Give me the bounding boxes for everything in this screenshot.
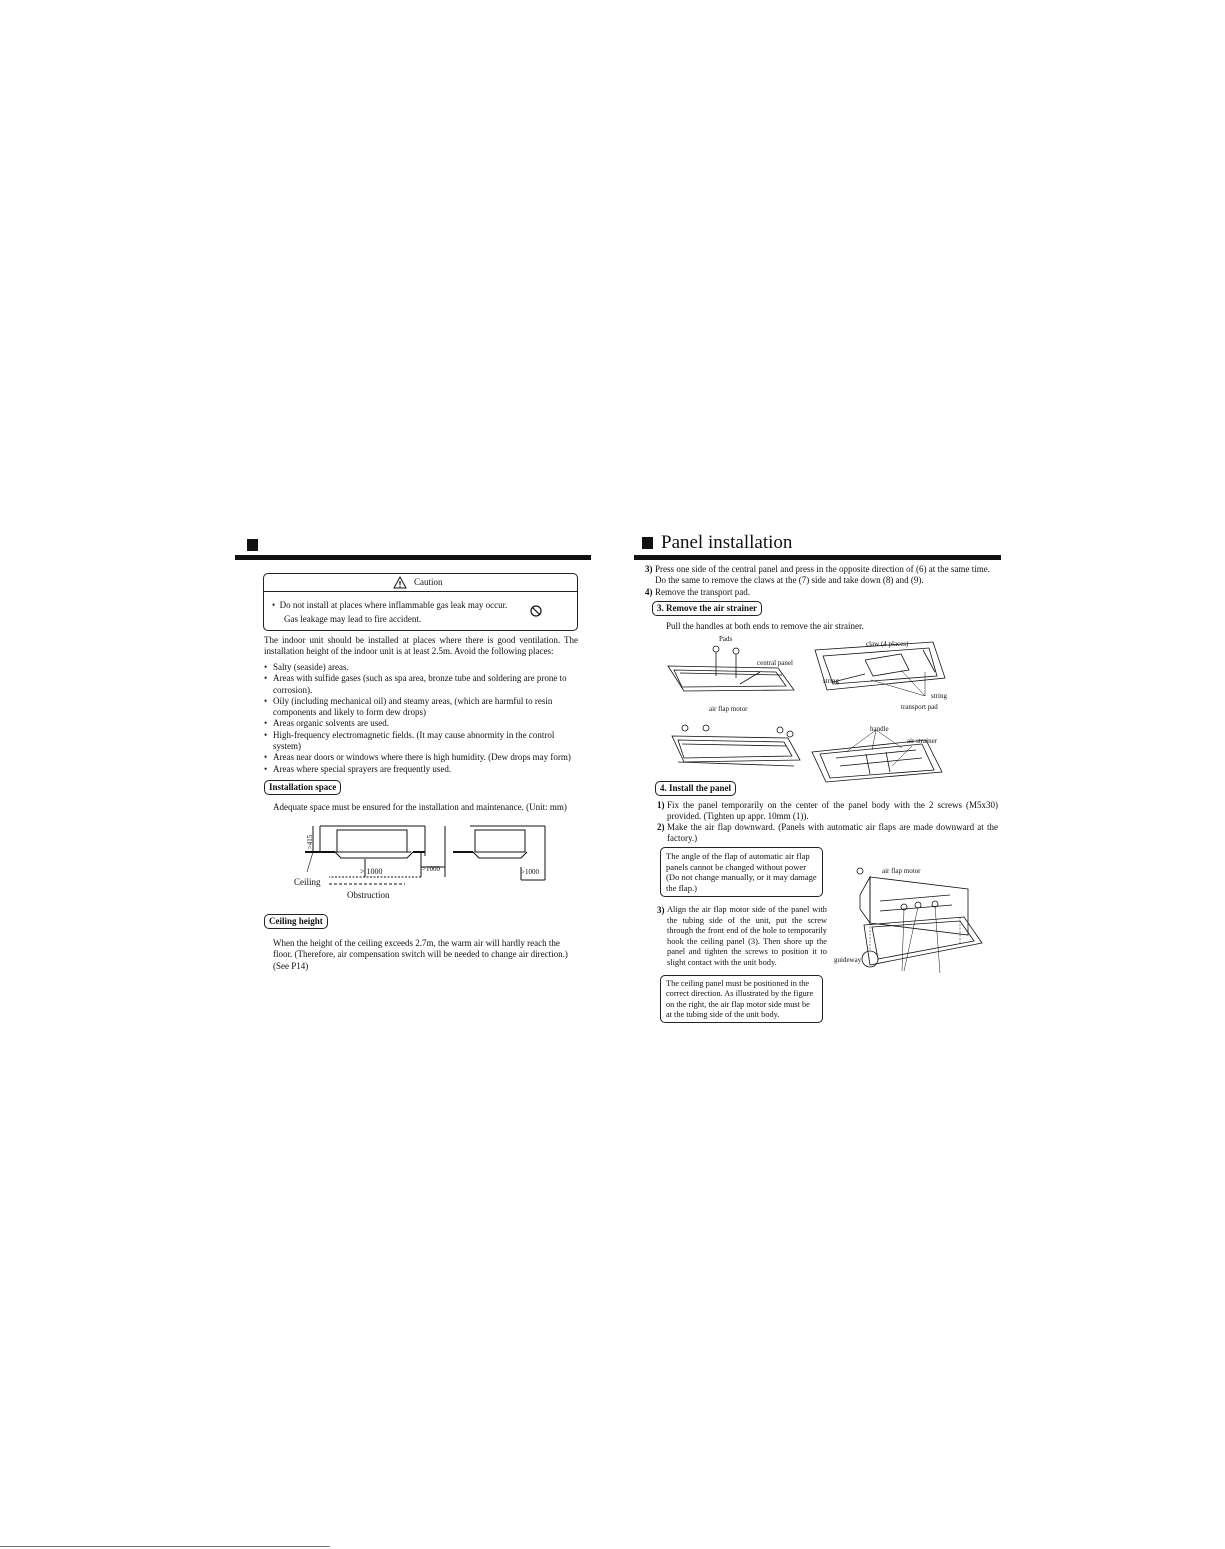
remove-strainer-heading: 3. Remove the air strainer [652, 601, 762, 616]
bottom-gap-label: > 1000 [360, 867, 383, 876]
prohibited-icon [530, 605, 542, 617]
right-section-marker [642, 537, 653, 549]
list-item: • Salty (seaside) areas. [264, 662, 582, 673]
side-gap-label: >1000 [422, 865, 440, 873]
guideway-label: guideway [834, 956, 862, 964]
ceiling-height-text: When the height of the ceiling exceeds 2.7m, the warm air will hardly reach the floor. (Therefore, air compensation switch will be needed to change air direction.) (See P14) [273, 938, 568, 971]
caution-line-2: Gas leakage may lead to fire accident. [284, 614, 422, 624]
bottom-edge-line [0, 1546, 330, 1547]
list-item: • Areas near doors or windows where there is high humidity. (Dew drops may form) [264, 752, 582, 763]
installation-space-diagram [295, 822, 555, 897]
list-item: • High-frequency electromagnetic fields. (It may cause abnormity in the control system) [264, 730, 582, 753]
top-gap-label: >415 [306, 834, 315, 850]
caution-box [263, 573, 578, 631]
ceiling-height-heading: Ceiling height [264, 914, 328, 929]
panel-direction-note: The ceiling panel must be positioned in the correct direction. As illustrated by the figure on the right, the air flap motor side must be at the tubing side of the unit body. [660, 975, 823, 1023]
caution-title: Caution [414, 577, 443, 587]
ceiling-label: Ceiling [294, 877, 321, 887]
install-panel-heading: 4. Install the panel [655, 781, 736, 796]
string-right-label: string [931, 692, 947, 700]
side-gap-right-label: >1000 [521, 868, 539, 876]
step-3: 3) Press one side of the central panel and press in the opposite direction of (6) at the same time. Do the same to remove the claws at the (7) side and take down (8) and (9). [645, 564, 990, 586]
air-flap-motor-label: air flap motor [709, 705, 748, 713]
page-title: Panel installation [661, 532, 793, 553]
list-item: • Areas organic solvents are used. [264, 718, 582, 729]
central-panel-figure [660, 636, 800, 706]
panel-removed-figure [658, 722, 798, 777]
step-4: 4) Remove the transport pad. [645, 587, 750, 597]
caution-header [264, 574, 577, 592]
flap-angle-note: The angle of the flap of automatic air flap panels cannot be changed without power (Do not change manually, or it may damage the flap.) [660, 847, 823, 897]
avoid-places-list [264, 662, 582, 775]
caution-line-1: • Do not install at places where inflammable gas leak may occur. [272, 600, 508, 610]
air-strainer-label: air strainer [907, 737, 938, 745]
list-item: • Oily (including mechanical oil) and steamy areas, (which are harmful to resin components and likely to form dew drops) [264, 696, 582, 719]
left-header-rule [235, 555, 591, 560]
install-step-2: 2) Make the air flap downward. (Panels with automatic air flaps are made downward at the factory.) [657, 822, 998, 844]
warning-triangle-icon [393, 576, 407, 589]
list-item: • Areas with sulfide gases (such as spa area, bronze tube and soldering are prone to corrosion). [264, 673, 582, 696]
obstruction-label: Obstruction [347, 890, 390, 900]
transport-pad-label: transport pad [901, 703, 938, 711]
installation-space-text: Adequate space must be ensured for the installation and maintenance. (Unit: mm) [273, 802, 567, 812]
list-item: • Areas where special sprayers are frequently used. [264, 764, 582, 775]
air-flap-motor-label-2: air flap motor [882, 867, 921, 875]
left-section-marker [247, 539, 258, 551]
pads-label: Pads [719, 635, 733, 643]
central-panel-label: central panel [757, 659, 793, 667]
remove-strainer-text: Pull the handles at both ends to remove the air strainer. [666, 621, 864, 631]
handle-label: handle [870, 725, 889, 733]
install-panel-figure [840, 865, 990, 985]
string-left-label: string [823, 677, 839, 685]
intro-paragraph: The indoor unit should be installed at places where there is good ventilation. The installation height of the indoor unit is at least 2.5m. Avoid the following places: [264, 635, 578, 657]
claw-label: claw (4 places) [866, 640, 909, 648]
right-header-rule [634, 555, 1001, 560]
installation-space-heading: Installation space [264, 780, 341, 795]
install-step-3: 3) Align the air flap motor side of the panel with the tubing side of the unit, put the screw through the front end of the hole to temporarily hook the ceiling panel (3). Then shore up the panel and tighten the screws to position it to slight contact with the unit body. [657, 905, 827, 967]
install-step-1: 1) Fix the panel temporarily on the center of the panel body with the 2 screws (M5x30) provided. (Tighten up appr. 10mm (1)). [657, 800, 998, 822]
